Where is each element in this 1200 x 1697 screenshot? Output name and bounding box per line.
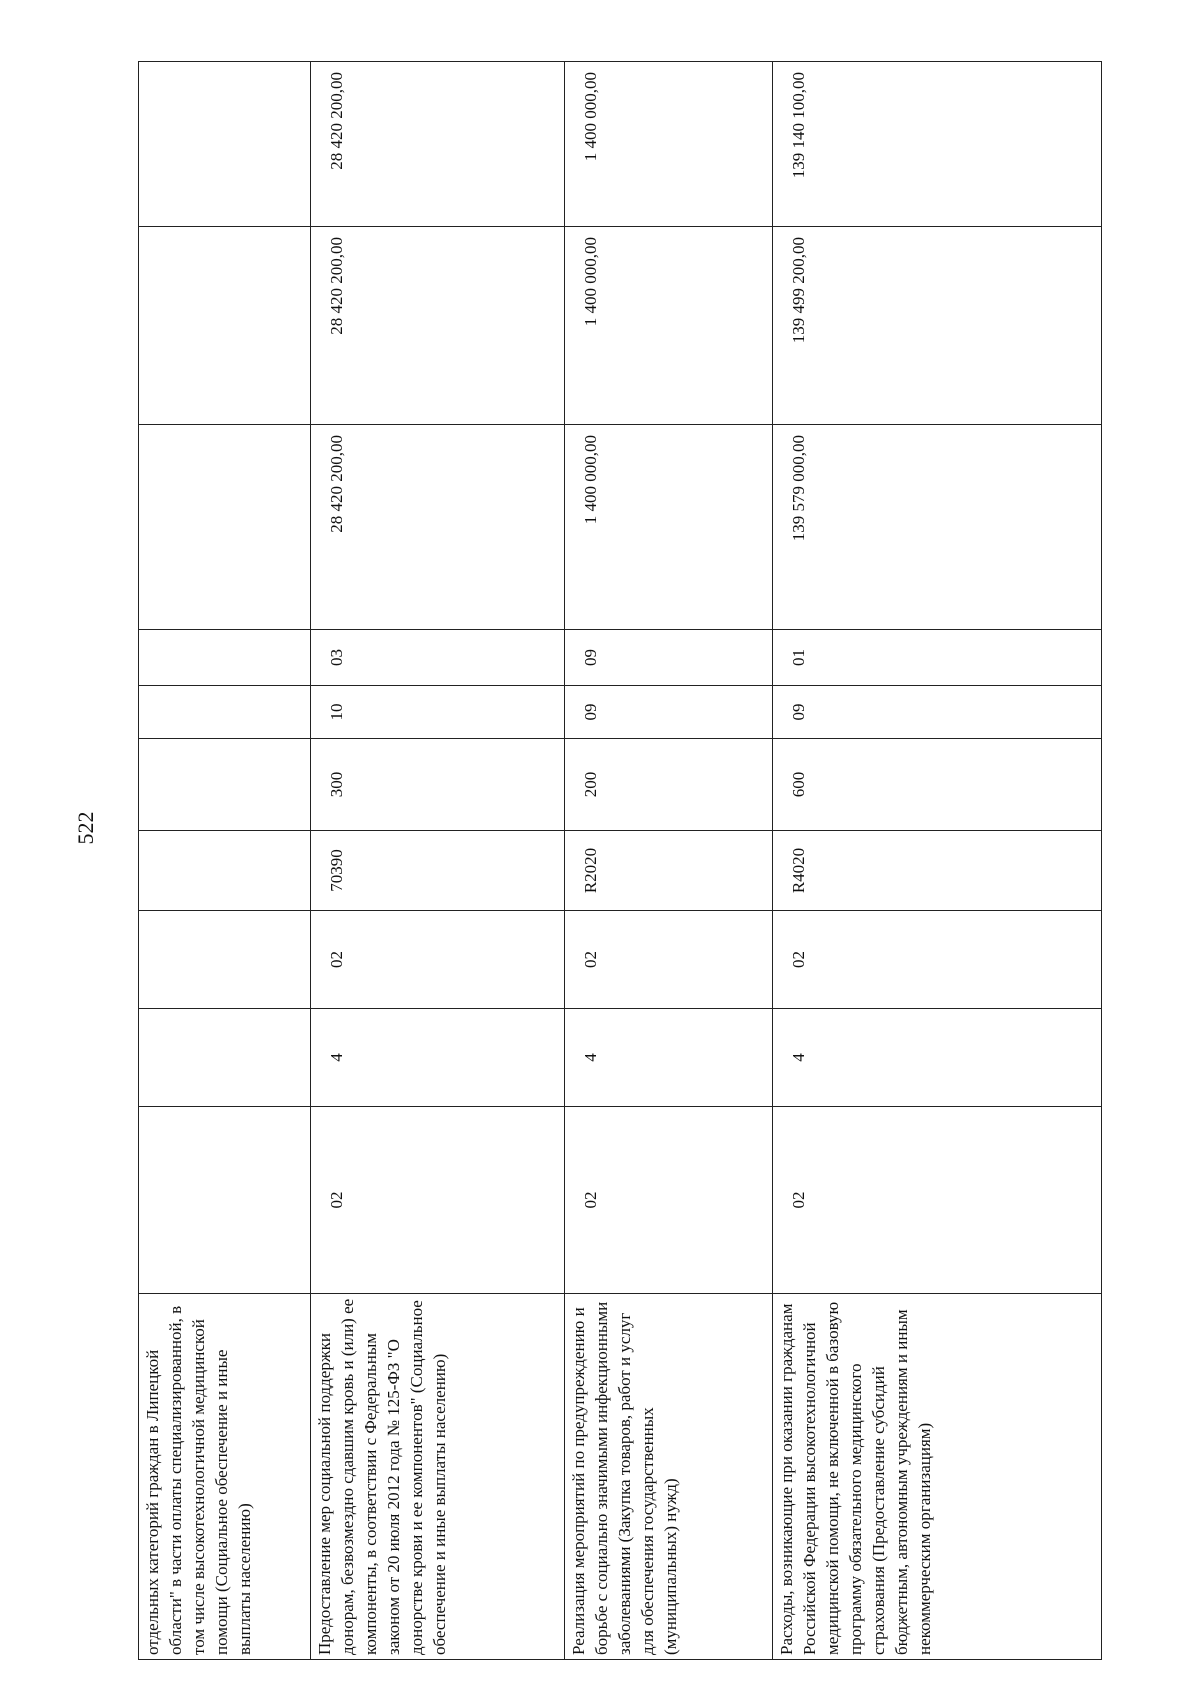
cell-direction (139, 831, 311, 911)
cell-main-activity: 02 (311, 911, 565, 1009)
cell-direction: R2020 (565, 831, 773, 911)
cell-subsection: 03 (311, 630, 565, 686)
table-row (565, 62, 773, 1660)
cell-section: 09 (773, 686, 1102, 739)
cell-section: 09 (565, 686, 773, 739)
cell-amount-3: 28 420 200,00 (311, 62, 565, 227)
budget-table-container (138, 62, 1101, 1660)
cell-direction: R4020 (773, 831, 1102, 911)
cell-main-activity: 02 (773, 911, 1102, 1009)
row-description: Реализация мероприятий по предупреждению и борьбе с социально значимыми инфекционными заболеваниями (Закупка товаров, работ и услуг для обеспечения государственных (муниципальных) нужд) (565, 1294, 773, 1660)
cell-main-activity (139, 911, 311, 1009)
cell-amount-2 (139, 227, 311, 425)
cell-direction: 70390 (311, 831, 565, 911)
cell-subprogram: 4 (311, 1009, 565, 1107)
cell-program (139, 1107, 311, 1294)
cell-amount-3: 1 400 000,00 (565, 62, 773, 227)
cell-main-activity: 02 (565, 911, 773, 1009)
table-row (139, 62, 311, 1660)
cell-amount-3 (139, 62, 311, 227)
cell-amount-2: 1 400 000,00 (565, 227, 773, 425)
cell-amount-2: 28 420 200,00 (311, 227, 565, 425)
cell-amount-1: 28 420 200,00 (311, 425, 565, 630)
cell-amount-2: 139 499 200,00 (773, 227, 1102, 425)
table-row (773, 62, 1102, 1660)
cell-subprogram: 4 (773, 1009, 1102, 1107)
row-description: отдельных категорий граждан в Липецкой области" в части оплаты специализированной, в том числе высокотехнологичной медицинской помощи (Социальное обеспечение и иные выплаты населению) (139, 1294, 311, 1660)
cell-amount-1: 139 579 000,00 (773, 425, 1102, 630)
cell-section: 10 (311, 686, 565, 739)
cell-expense-type: 200 (565, 739, 773, 831)
cell-subprogram (139, 1009, 311, 1107)
cell-amount-3: 139 140 100,00 (773, 62, 1102, 227)
table-row (311, 62, 565, 1660)
cell-program: 02 (773, 1107, 1102, 1294)
cell-program: 02 (565, 1107, 773, 1294)
row-description: Предоставление мер социальной поддержки донорам, безвозмездно сдавшим кровь и (или) ее компоненты, в соответствии с Федеральным законом от 20 июля 2012 года № 125-ФЗ "О донорстве крови и ее компонентов" (Социальное обеспечение и иные выплаты населению) (311, 1294, 565, 1660)
row-description: Расходы, возникающие при оказании гражданам Российской Федерации высокотехнологичной медицинской помощи, не включенной в базовую программу обязательного медицинского страхования (Предоставление субсидий бюджетным, автономным учреждениям и иным некоммерческим организациям) (773, 1294, 1102, 1660)
cell-subprogram: 4 (565, 1009, 773, 1107)
cell-expense-type: 600 (773, 739, 1102, 831)
cell-amount-1 (139, 425, 311, 630)
budget-table (138, 61, 1102, 1660)
cell-program: 02 (311, 1107, 565, 1294)
cell-subsection: 01 (773, 630, 1102, 686)
cell-subsection (139, 630, 311, 686)
page-number: 522 (73, 811, 98, 845)
cell-section (139, 686, 311, 739)
cell-amount-1: 1 400 000,00 (565, 425, 773, 630)
cell-subsection: 09 (565, 630, 773, 686)
cell-expense-type: 300 (311, 739, 565, 831)
cell-expense-type (139, 739, 311, 831)
